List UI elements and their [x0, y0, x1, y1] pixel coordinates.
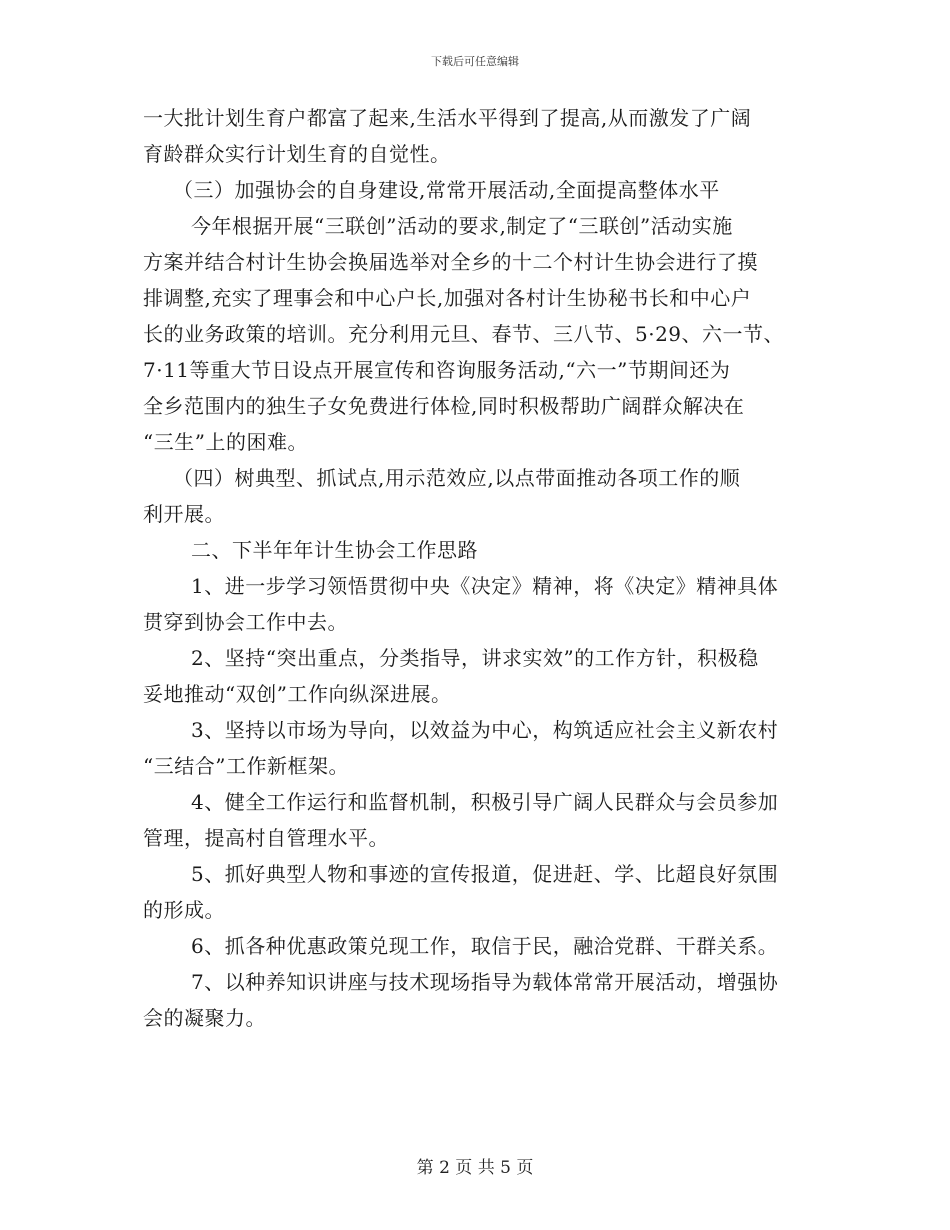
- section-heading: （三）加强协会的自身建设,常常开展活动,全面提高整体水平: [173, 178, 720, 202]
- paragraph-line: 今年根据开展“三联创”活动的要求,制定了“三联创”活动实施: [191, 214, 733, 238]
- list-item: 2、坚持“突出重点，分类指导，讲求实效”的工作方针，积极稳: [191, 646, 759, 670]
- document-body: [143, 100, 813, 1036]
- paragraph-line: 育龄群众实行计划生育的自觉性。: [143, 142, 451, 166]
- list-item-continuation: “三结合”工作新框架。: [143, 754, 349, 778]
- list-item-continuation: 管理，提高村自管理水平。: [143, 826, 389, 850]
- paragraph-line: 一大批计划生育户都富了起来,生活水平得到了提高,从而激发了广阔: [143, 106, 752, 130]
- list-item: 6、抓各种优惠政策兑现工作，取信于民，融洽党群、干群关系。: [191, 934, 779, 958]
- list-item: 4、健全工作运行和监督机制，积极引导广阔人民群众与会员参加: [191, 790, 779, 814]
- section-heading: （四）树典型、抓试点,用示范效应,以点带面推动各项工作的顺: [173, 466, 741, 490]
- list-item: 7、以种养知识讲座与技术现场指导为载体常常开展活动，增强协: [191, 970, 779, 994]
- list-item-continuation: 的形成。: [143, 898, 225, 922]
- paragraph-line: 利开展。: [143, 502, 225, 526]
- list-item-continuation: 贯穿到协会工作中去。: [143, 610, 348, 634]
- list-item-continuation: 会的凝聚力。: [143, 1006, 266, 1030]
- paragraph-line: 7·11等重大节日设点开展宣传和咨询服务活动,“六一”节期间还为: [143, 358, 731, 382]
- page-header: 下载后可任意编辑: [431, 55, 519, 68]
- list-item-continuation: 妥地推动“双创”工作向纵深进展。: [143, 682, 452, 706]
- paragraph-line: 排调整,充实了理事会和中心户长,加强对各村计生协秘书长和中心户: [143, 286, 752, 310]
- section-heading: 二、下半年年计生协会工作思路: [191, 538, 478, 562]
- list-item: 1、进一步学习领悟贯彻中央《决定》精神，将《决定》精神具体: [191, 574, 779, 598]
- paragraph-line: “三生”上的困难。: [143, 430, 308, 454]
- list-item: 5、抓好典型人物和事迹的宣传报道，促进赶、学、比超良好氛围: [191, 862, 779, 886]
- paragraph-line: 长的业务政策的培训。充分利用元旦、春节、三八节、5·29、六一节、: [143, 322, 785, 346]
- page-number-footer: 第 2 页 共 5 页: [416, 1158, 534, 1178]
- paragraph-line: 方案并结合村计生协会换届选举对全乡的十二个村计生协会进行了摸: [143, 250, 758, 274]
- paragraph-line: 全乡范围内的独生子女免费进行体检,同时积极帮助广阔群众解决在: [143, 394, 745, 418]
- list-item: 3、坚持以市场为导向，以效益为中心，构筑适应社会主义新农村: [191, 718, 779, 742]
